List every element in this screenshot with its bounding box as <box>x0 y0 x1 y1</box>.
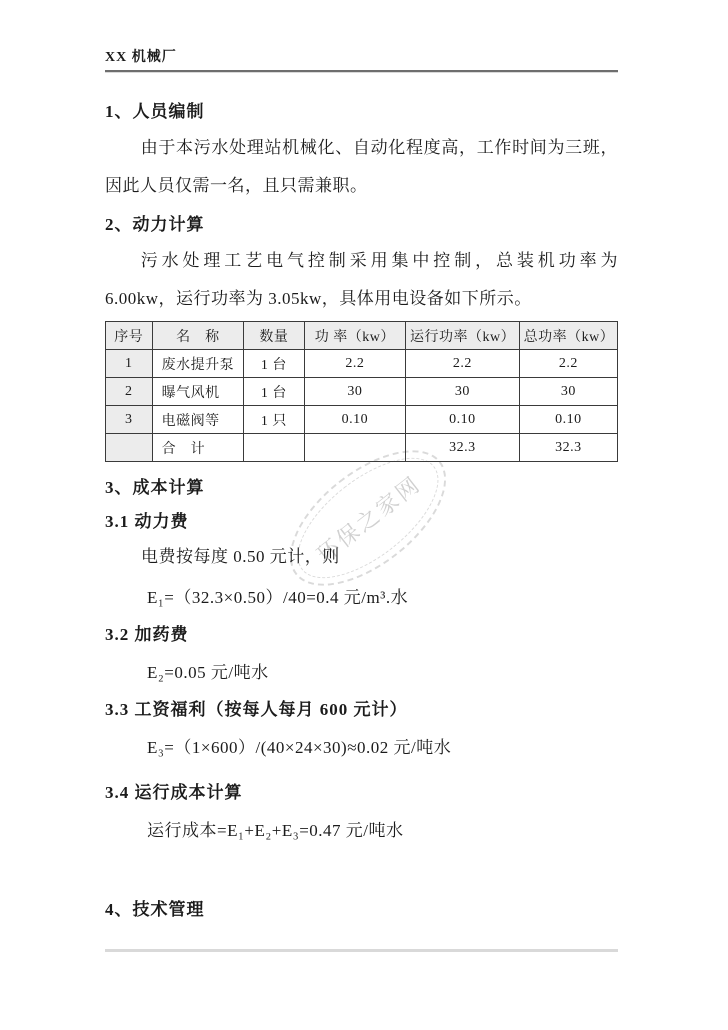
cell-seq: 3 <box>106 406 153 434</box>
table-header-running-power: 运行功率（kw） <box>406 322 520 350</box>
table-row <box>106 350 618 378</box>
table-header-total-power: 总功率（kw） <box>519 322 617 350</box>
cell-running-power: 2.2 <box>406 350 520 378</box>
cell-total-power: 30 <box>519 378 617 406</box>
cell-name: 曝气风机 <box>152 378 244 406</box>
page-footer-rule <box>105 949 618 952</box>
page-content <box>105 0 618 922</box>
table-row <box>106 378 618 406</box>
cell-running-power-total: 32.3 <box>406 434 520 462</box>
table-header-row <box>106 322 618 350</box>
section-2-paragraph: 污水处理工艺电气控制采用集中控制，总装机功率为 6.00kw，运行功率为 3.05kw，具体用电设备如下所示。 <box>105 251 618 308</box>
formula-e3: E₃=（1×600）/(40×24×30)≈0.02 元/吨水 <box>147 738 452 757</box>
cell-qty: 1 台 <box>244 378 304 406</box>
section-4-title: 4、技术管理 <box>105 900 205 919</box>
cell-name: 废水提升泵 <box>152 350 244 378</box>
table-header-power: 功 率（kw） <box>304 322 405 350</box>
table-header-name: 名 称 <box>152 322 244 350</box>
cell-qty: 1 台 <box>244 350 304 378</box>
section-3-1-title: 3.1 动力费 <box>105 512 189 531</box>
formula-e2: E₂=0.05 元/吨水 <box>147 663 269 682</box>
section-1-paragraph: 由于本污水处理站机械化、自动化程度高，工作时间为三班，因此人员仅需一名，且只需兼职。 <box>105 138 618 195</box>
table-header-qty: 数量 <box>244 322 304 350</box>
cell-qty <box>244 434 304 462</box>
cell-running-power: 30 <box>406 378 520 406</box>
table-row <box>106 406 618 434</box>
cell-total-power-total: 32.3 <box>519 434 617 462</box>
section-1-title: 1、人员编制 <box>105 102 205 121</box>
cell-power <box>304 434 405 462</box>
cell-seq: 1 <box>106 350 153 378</box>
cell-running-power: 0.10 <box>406 406 520 434</box>
section-3-1-text: 电费按每度 0.50 元计，则 <box>141 547 340 566</box>
cell-seq: 2 <box>106 378 153 406</box>
cell-name-total: 合 计 <box>152 434 244 462</box>
formula-e1: E₁=（32.3×0.50）/40=0.4 元/m³.水 <box>147 588 409 607</box>
formula-running-cost: 运行成本=E₁+E₂+E₃=0.47 元/吨水 <box>147 821 404 840</box>
section-3-title: 3、成本计算 <box>105 478 205 497</box>
cell-power: 30 <box>304 378 405 406</box>
table-header-seq: 序号 <box>106 322 153 350</box>
section-3-4-title: 3.4 运行成本计算 <box>105 783 243 802</box>
table-row-total <box>106 434 618 462</box>
cell-seq <box>106 434 153 462</box>
cell-qty: 1 只 <box>244 406 304 434</box>
section-2-title: 2、动力计算 <box>105 215 205 234</box>
section-3-2-title: 3.2 加药费 <box>105 625 189 644</box>
cell-total-power: 2.2 <box>519 350 617 378</box>
power-equipment-table <box>105 321 618 462</box>
cell-name: 电磁阀等 <box>152 406 244 434</box>
cell-power: 0.10 <box>304 406 405 434</box>
watermark-text: 环保之家网 <box>311 470 426 568</box>
cell-total-power: 0.10 <box>519 406 617 434</box>
section-3-3-title: 3.3 工资福利（按每人每月 600 元计） <box>105 700 408 719</box>
page-header-company: XX 机械厂 <box>105 46 618 72</box>
cell-power: 2.2 <box>304 350 405 378</box>
